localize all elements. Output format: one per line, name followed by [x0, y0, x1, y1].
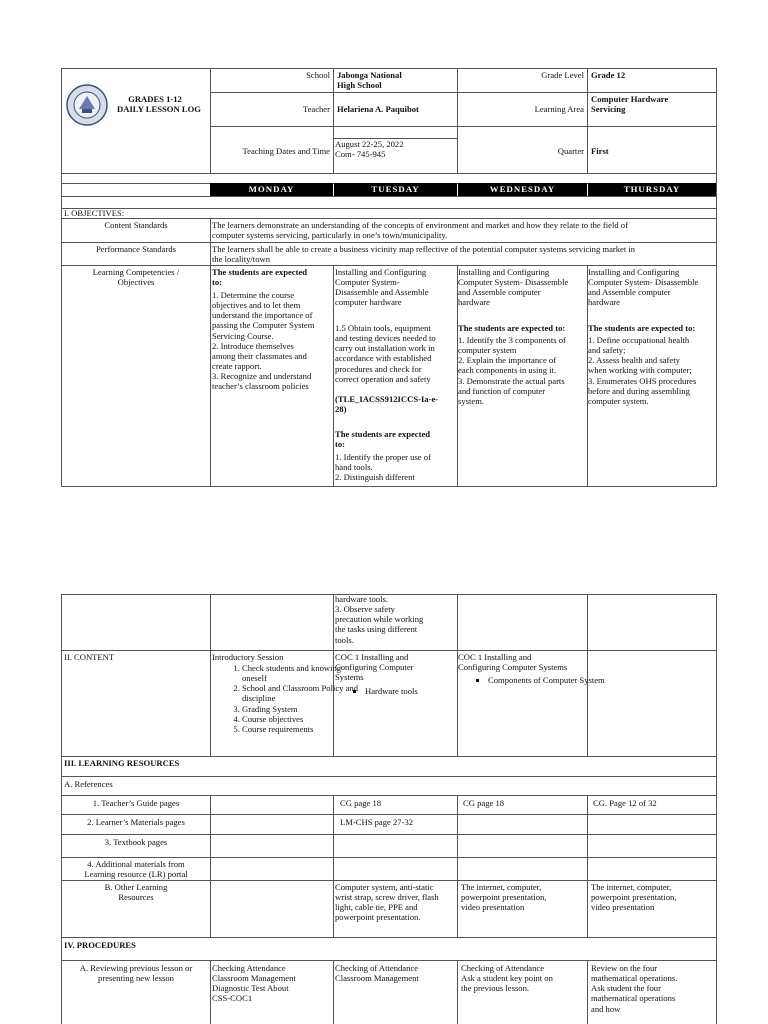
- tuesday-objectives-text: 1. Identify the proper use of hand tools. 2. Distinguish different: [335, 452, 431, 483]
- references-label: A. References: [64, 779, 113, 789]
- monday-objectives-text: 1. Determine the course objectives and to let them understand the importance of passing the Computer System Servicing Course. 2. Introduce themselves among their classmates and create rapport. 3. Recognize and understand teacher’s classroom policies: [212, 290, 315, 392]
- tuesday-content-title: COC 1 Installing and Configuring Computer Systems: [335, 652, 414, 683]
- monday-content-title: Introductory Session: [212, 652, 284, 662]
- learning-area-value: Computer Hardware Servicing: [591, 94, 669, 115]
- wednesday-expected-heading: The students are expected to:: [458, 323, 566, 333]
- reviewing-wednesday: Checking of Attendance Ask a student key point on the previous lesson.: [461, 963, 553, 994]
- teachers-guide-thursday: CG. Page 12 of 32: [593, 798, 657, 808]
- reviewing-monday: Checking Attendance Classroom Management Diagnostic Test About CSS-COC1: [212, 963, 296, 1004]
- teachers-guide-wednesday: CG page 18: [463, 798, 505, 808]
- day-header-thursday: THURSDAY: [588, 183, 716, 196]
- deped-seal-logo: [66, 84, 108, 126]
- wednesday-topic-text: Installing and Configuring Computer System- Disassemble and Assemble computer hardware: [458, 267, 569, 308]
- performance-standards-text: The learners shall be able to create a business vicinity map reflective of the potential computer systems servicing market in the locality/town: [212, 244, 636, 265]
- teachers-guide-label: 1. Teacher’s Guide pages: [92, 798, 180, 808]
- learning-resources-heading: III. LEARNING RESOURCES: [64, 758, 180, 768]
- thursday-topic-text: Installing and Configuring Computer System- Disassemble and Assemble computer hardware: [588, 267, 699, 308]
- list-item: ▪ Components of Computer System: [488, 675, 616, 685]
- teacher-value: Helariena A. Paquibot: [337, 104, 419, 114]
- school-value: Jabonga National High School: [337, 70, 402, 91]
- log-title-line1: GRADES 1-12: [128, 94, 182, 104]
- log-title-line2: DAILY LESSON LOG: [117, 104, 201, 114]
- textbook-pages-label: 3. Textbook pages: [104, 837, 168, 847]
- grade-level-value: Grade 12: [591, 70, 626, 80]
- competencies-label: Learning Competencies / Objectives: [92, 267, 180, 288]
- dates-value: August 22-25, 2022 Com- 745-945: [335, 139, 404, 160]
- day-header-monday: MONDAY: [210, 183, 333, 196]
- thursday-objectives-text: 1. Define occupational health and safety; 2. Assess health and safety when working with computer; 3. Enumerates OHS procedures before and during assembling computer system.: [588, 335, 697, 406]
- tuesday-topic-text: Installing and Configuring Computer System- Disassemble and Assemble computer hardware: [335, 267, 429, 308]
- learners-materials-tuesday: LM-CHS page 27-32: [340, 817, 414, 827]
- content-standards-label: Content Standards: [104, 220, 168, 230]
- quarter-label: Quarter: [557, 146, 584, 156]
- other-resources-thursday: The internet, computer, powerpoint presentation, video presentation: [591, 882, 677, 913]
- procedures-heading: IV. PROCEDURES: [64, 940, 136, 950]
- tuesday-code: (TLE_IACSS912ICCS-Ia-e- 28): [335, 394, 439, 415]
- wednesday-content-title: COC 1 Installing and Configuring Computer Systems: [458, 652, 568, 673]
- quarter-value: First: [591, 146, 609, 156]
- list-item: 4. Course objectives: [242, 714, 364, 724]
- thursday-expected-heading: The students are expected to:: [588, 323, 696, 333]
- tuesday-objectives-continued: hardware tools. 3. Observe safety precaution while working the tasks using different tools.: [335, 594, 424, 645]
- teacher-label: Teacher: [302, 104, 330, 114]
- objectives-heading: I. OBJECTIVES:: [64, 208, 125, 218]
- list-item: 1. Check students and knowing oneself: [242, 663, 364, 683]
- school-label: School: [306, 70, 330, 80]
- performance-standards-label: Performance Standards: [96, 244, 176, 254]
- list-item: 3. Grading System: [242, 704, 364, 714]
- list-item: 2. School and Classroom Policy and discipline: [242, 683, 364, 703]
- day-header-wednesday: WEDNESDAY: [458, 183, 587, 196]
- other-resources-wednesday: The internet, computer, powerpoint presentation, video presentation: [461, 882, 547, 913]
- other-resources-label: B. Other Learning Resources: [104, 882, 168, 903]
- other-resources-tuesday: Computer system, anti-static wrist strap, screw driver, flash light, cable tie, PPE and powerpoint presentation.: [335, 882, 439, 923]
- list-item: 5. Course requirements: [242, 724, 364, 734]
- additional-materials-label: 4. Additional materials from Learning resource (LR) portal: [84, 859, 188, 880]
- reviewing-thursday: Review on the four mathematical operations. Ask student the four mathematical operations and how: [591, 963, 678, 1014]
- tuesday-competency-text: 1.5 Obtain tools, equipment and testing devices needed to carry out installation work in accordance with established procedures and check for correct operation and safety: [335, 323, 436, 384]
- grade-level-label: Grade Level: [541, 70, 584, 80]
- teachers-guide-tuesday: CG page 18: [340, 798, 382, 808]
- reviewing-tuesday: Checking of Attendance Classroom Management: [335, 963, 419, 984]
- dates-label: Teaching Dates and Time: [242, 146, 330, 156]
- day-header-tuesday: TUESDAY: [334, 183, 457, 196]
- tuesday-expected-heading: The students are expected to:: [335, 429, 431, 450]
- wednesday-content-list: [458, 675, 616, 685]
- list-item: ▪ Hardware tools: [365, 686, 485, 696]
- tuesday-content-list: [335, 686, 485, 696]
- learners-materials-label: 2. Learner’s Materials pages: [87, 817, 185, 827]
- content-standards-text: The learners demonstrate an understanding of the concepts of environment and market and how they relate to the field of computer systems servicing, particularly in one’s town/municipality.: [212, 220, 628, 241]
- wednesday-objectives-text: 1. Identify the 3 components of computer system 2. Explain the importance of each components in using it. 3. Demonstrate the actual parts and function of computer system.: [458, 335, 566, 406]
- content-heading: II. CONTENT: [64, 652, 115, 662]
- reviewing-lesson-label: A. Reviewing previous lesson or presenting new lesson: [79, 963, 193, 984]
- learning-area-label: Learning Area: [534, 104, 584, 114]
- monday-expected-heading: The students are expected to:: [212, 267, 308, 288]
